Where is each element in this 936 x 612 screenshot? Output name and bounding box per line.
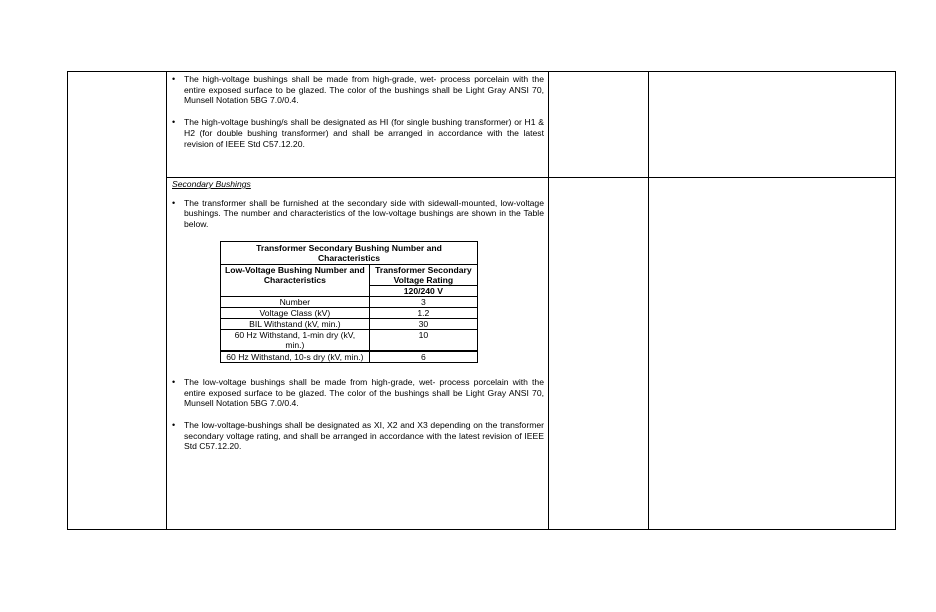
column-divider-3 <box>648 71 649 530</box>
secondary-bushing-table <box>220 241 478 363</box>
row-divider <box>166 177 896 178</box>
bullet-hv-designation: • The high-voltage bushing/s shall be designated as HI (for single bushing transformer) or H1 & H2 (for double bushing transformer) and shall be arranged in accordance with the latest revision of IEEE Std C57.12.20. <box>172 117 544 149</box>
table-row <box>221 351 478 363</box>
row-label: 60 Hz Withstand, 10-s dry (kV, min.) <box>221 351 370 363</box>
row-value: 1.2 <box>369 307 477 318</box>
secondary-bushings-block <box>172 179 544 463</box>
table-row <box>221 318 478 329</box>
table-caption: Transformer Secondary Bushing Number and Characteristics <box>221 241 478 264</box>
row-value: 10 <box>369 329 477 351</box>
row-label: 60 Hz Withstand, 1-min dry (kV, min.) <box>221 329 370 351</box>
row-label: Voltage Class (kV) <box>221 307 370 318</box>
col1-header: Low-Voltage Bushing Number and Characteristics <box>221 264 370 296</box>
high-voltage-bushings-block <box>172 74 544 160</box>
column-divider-2 <box>548 71 549 530</box>
col2-subheader: 120/240 V <box>369 285 477 296</box>
row-label: BIL Withstand (kV, min.) <box>221 318 370 329</box>
table-row <box>221 307 478 318</box>
row-value: 6 <box>369 351 477 363</box>
bullet-secondary-intro: • The transformer shall be furnished at the secondary side with sidewall-mounted, low-voltage bushings. The number and characteristics of the low-voltage bushings are shown in the Table below. <box>172 198 544 230</box>
column-divider-1 <box>166 71 167 530</box>
bullet-hv-material: • The high-voltage bushings shall be made from high-grade, wet- process porcelain with the entire exposed surface to be glazed. The color of the bushings shall be Light Gray ANSI 70, Munsell Notation 5BG 7.0/0.4. <box>172 74 544 106</box>
bullet-lv-designation: • The low-voltage-bushings shall be designated as XI, X2 and X3 depending on the transformer secondary voltage rating, and shall be arranged in accordance with the latest revision of IEEE Std C57.12.20. <box>172 420 544 452</box>
table-row <box>221 329 478 351</box>
row-label: Number <box>221 296 370 307</box>
table-row <box>221 296 478 307</box>
bullet-lv-material: • The low-voltage bushings shall be made from high-grade, wet- process porcelain with the entire exposed surface to be glazed. The color of the bushings shall be Light Gray ANSI 70, Munsell Notation 5BG 7.0/0.4. <box>172 377 544 409</box>
col2-header: Transformer Secondary Voltage Rating <box>369 264 477 285</box>
row-value: 30 <box>369 318 477 329</box>
section-title: Secondary Bushings <box>172 179 251 189</box>
row-value: 3 <box>369 296 477 307</box>
